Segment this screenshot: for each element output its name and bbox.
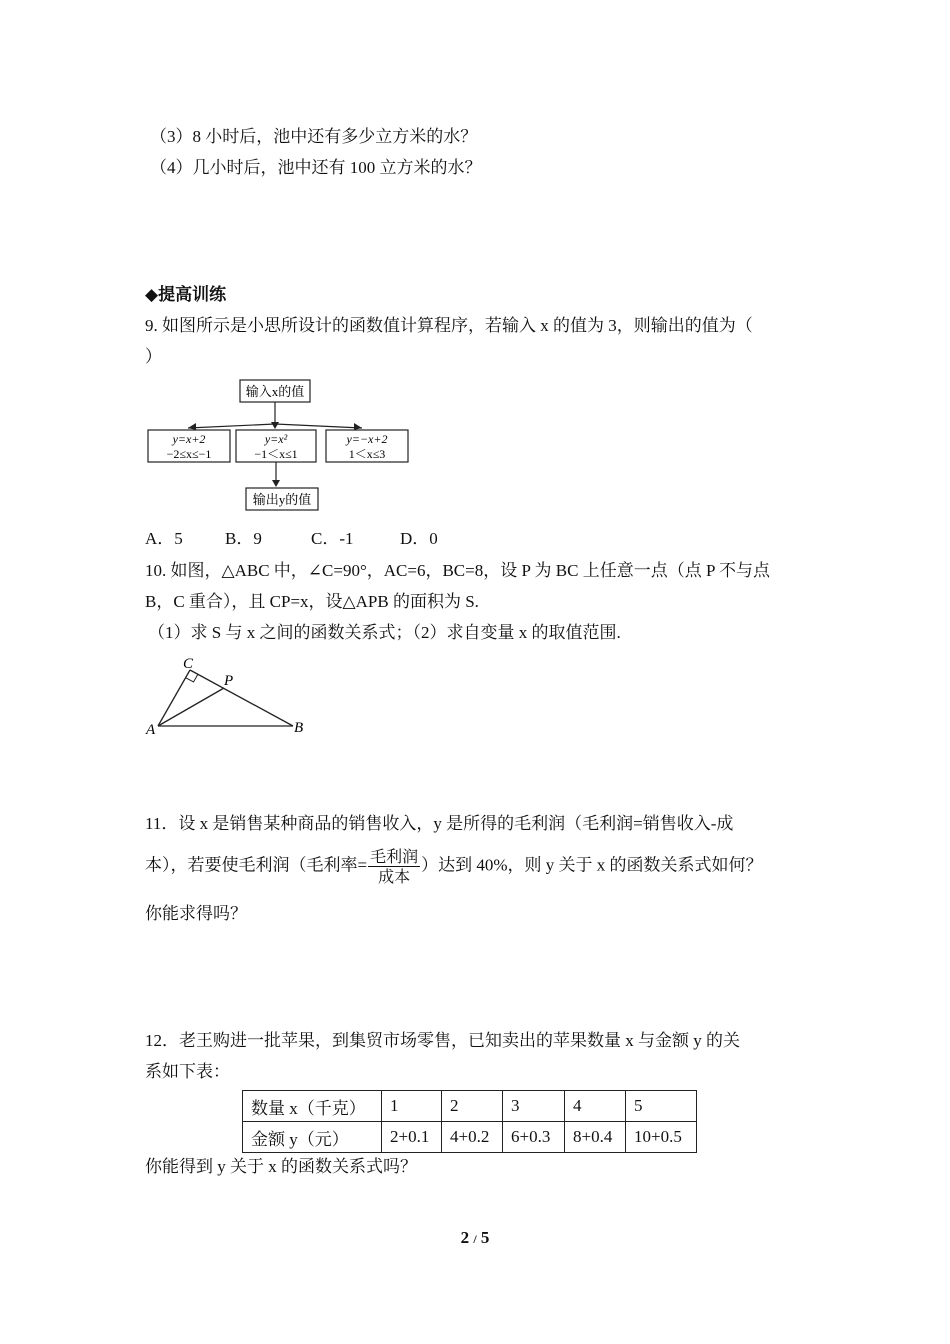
q11-line2-after: ）达到 40%，则 y 关于 x 的函数关系式如何？ [421, 855, 763, 875]
gross-margin-fraction [368, 847, 420, 886]
table-cell: 2 [442, 1091, 503, 1122]
table-header-amount: 金额 y（元） [243, 1122, 382, 1153]
q8-part4: （4）几小时后，池中还有 100 立方米的水？ [150, 158, 482, 177]
table-cell: 4 [565, 1091, 626, 1122]
section-title: ◆提高训练 [145, 285, 227, 304]
q11-line1: 11．设 x 是销售某种商品的销售收入，y 是所得的毛利润（毛利润=销售收入-成 [145, 814, 734, 833]
flow-line-left [188, 424, 275, 428]
fraction-denominator: 成本 [378, 867, 411, 886]
table-cell: 10+0.5 [626, 1122, 697, 1153]
flow-arrow-output [272, 480, 280, 487]
page-number [0, 1228, 950, 1248]
q11-line2 [145, 847, 763, 886]
q11-line2-before: 本），若要使毛利润（毛利率= [145, 855, 368, 875]
table-header-quantity: 数量 x（千克） [243, 1091, 382, 1122]
triangle-side-ac [158, 670, 190, 726]
table-cell: 2+0.1 [382, 1122, 442, 1153]
label-p: P [224, 673, 234, 689]
table-row [243, 1122, 697, 1153]
q10-line3: （1）求 S 与 x 之间的函数关系式；（2）求自变量 x 的取值范围. [148, 623, 621, 642]
table-cell: 6+0.3 [503, 1122, 565, 1153]
flow-branch1-formula: y=x+2 [172, 432, 206, 446]
flow-output-label: 输出y的值 [252, 492, 312, 507]
q12-followup: 你能得到 y 关于 x 的函数关系式吗？ [145, 1157, 417, 1176]
q11-line3: 你能求得吗？ [145, 904, 247, 923]
q8-part3: （3）8 小时后，池中还有多少立方米的水？ [150, 127, 478, 146]
q9-stem-line2: ） [145, 347, 162, 366]
q10-line1: 10. 如图，△ABC 中，∠C=90°，AC=6，BC=8，设 P 为 BC 上任意一点（点 P 不与点 [145, 561, 771, 580]
q9-option-c: C．-1 [311, 529, 354, 548]
q10-line2: B，C 重合），且 CP=x，设△APB 的面积为 S. [145, 592, 479, 611]
table-row [243, 1091, 697, 1122]
flow-branch3-range: 1＜x≤3 [348, 447, 386, 461]
q12-line2: 系如下表： [145, 1062, 230, 1081]
flow-arrow-left [188, 423, 196, 430]
flow-input-label: 输入x的值 [245, 384, 305, 399]
q12-line1: 12．老王购进一批苹果，到集贸市场零售，已知卖出的苹果数量 x 与金额 y 的关 [145, 1031, 740, 1050]
q9-option-a: A．5 [145, 529, 183, 548]
q9-flowchart [140, 372, 420, 514]
table-cell: 4+0.2 [442, 1122, 503, 1153]
label-b: B [294, 720, 304, 736]
flow-branch1-range: −2≤x≤−1 [166, 447, 212, 461]
segment-ap [158, 688, 224, 726]
label-c: C [183, 656, 194, 672]
table-cell: 8+0.4 [565, 1122, 626, 1153]
flow-branch2-range: −1＜x≤1 [254, 447, 298, 461]
table-cell: 5 [626, 1091, 697, 1122]
q12-table [242, 1090, 697, 1153]
q10-triangle-figure [140, 652, 320, 742]
page-total: 5 [480, 1228, 490, 1247]
fraction-numerator: 毛利润 [370, 847, 419, 866]
table-cell: 1 [382, 1091, 442, 1122]
flow-arrow-middle [271, 422, 279, 429]
page-current: 2 [460, 1228, 470, 1247]
q9-stem-line1: 9. 如图所示是小思所设计的函数值计算程序，若输入 x 的值为 3，则输出的值为（ [145, 316, 753, 335]
table-cell: 3 [503, 1091, 565, 1122]
q9-option-b: B．9 [225, 529, 262, 548]
flow-arrow-right [354, 423, 362, 430]
q9-option-d: D．0 [400, 529, 438, 548]
label-a: A [146, 722, 156, 738]
flow-branch3-formula: y=−x+2 [346, 432, 388, 446]
page-separator: / [473, 1232, 477, 1246]
flow-branch2-formula: y=x² [264, 432, 288, 446]
flow-line-right [275, 424, 362, 428]
